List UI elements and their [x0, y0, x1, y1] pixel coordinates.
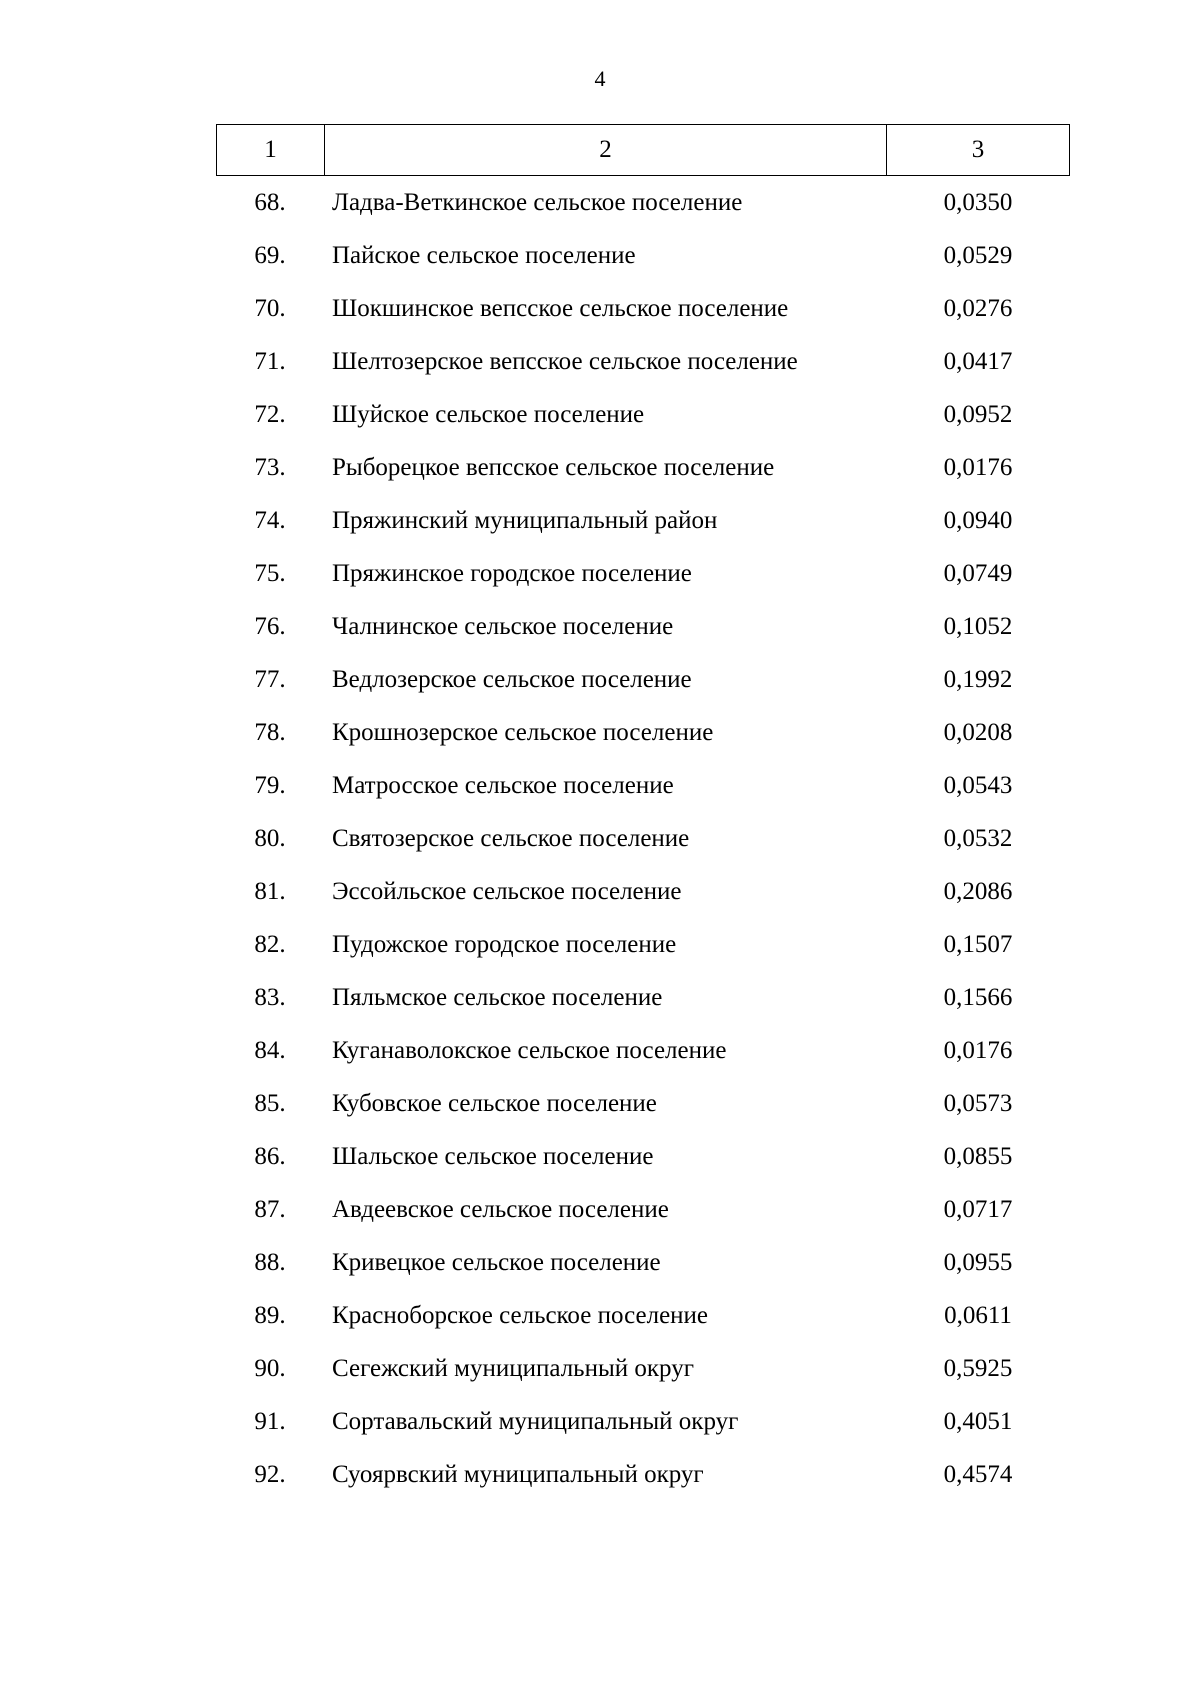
- row-name: Чалнинское сельское поселение: [332, 612, 674, 640]
- row-number: 73.: [254, 453, 286, 481]
- data-table: [216, 124, 1070, 1501]
- header-cell-value: 3: [971, 136, 985, 163]
- table-row: [216, 1236, 1070, 1289]
- row-value: 0,0350: [943, 188, 1013, 216]
- table-row: [216, 229, 1070, 282]
- row-number: 76.: [254, 612, 286, 640]
- row-name: Пайское сельское поселение: [332, 241, 636, 269]
- row-value: 0,0529: [943, 241, 1013, 269]
- row-name: Куганаволокское сельское поселение: [332, 1036, 727, 1064]
- row-value: 0,0208: [943, 718, 1013, 746]
- row-value: 0,0543: [943, 771, 1013, 799]
- row-number: 79.: [254, 771, 286, 799]
- row-name: Красноборское сельское поселение: [332, 1301, 709, 1329]
- row-number: 92.: [254, 1460, 286, 1488]
- table-row: [216, 1395, 1070, 1448]
- row-number: 72.: [254, 400, 286, 428]
- table-row: [216, 971, 1070, 1024]
- row-name: Кривецкое сельское поселение: [332, 1248, 661, 1276]
- table-row: [216, 600, 1070, 653]
- row-value: 0,0417: [943, 347, 1013, 375]
- table-body: [216, 176, 1070, 1501]
- table-row: [216, 759, 1070, 812]
- row-name: Пряжинское городское поселение: [332, 559, 692, 587]
- row-name: Пяльмское сельское поселение: [332, 983, 663, 1011]
- table-row: [216, 706, 1070, 759]
- table-row: [216, 1077, 1070, 1130]
- table-row: [216, 1130, 1070, 1183]
- row-number: 78.: [254, 718, 286, 746]
- row-value: 0,0611: [944, 1301, 1012, 1329]
- row-value: 0,4051: [943, 1407, 1013, 1435]
- row-value: 0,0276: [943, 294, 1013, 322]
- page-number: 4: [594, 66, 606, 91]
- row-value: 0,1992: [943, 665, 1013, 693]
- row-number: 71.: [254, 347, 286, 375]
- table-row: [216, 1289, 1070, 1342]
- row-name: Рыборецкое вепсское сельское поселение: [332, 453, 775, 481]
- row-name: Шуйское сельское поселение: [332, 400, 645, 428]
- row-value: 0,0176: [943, 453, 1013, 481]
- row-number: 90.: [254, 1354, 286, 1382]
- row-name: Эссойльское сельское поселение: [332, 877, 682, 905]
- table-row: [216, 918, 1070, 971]
- row-value: 0,0532: [943, 824, 1013, 852]
- row-name: Шальское сельское поселение: [332, 1142, 654, 1170]
- row-name: Пудожское городское поселение: [332, 930, 677, 958]
- row-number: 91.: [254, 1407, 286, 1435]
- row-number: 70.: [254, 294, 286, 322]
- row-number: 88.: [254, 1248, 286, 1276]
- row-number: 74.: [254, 506, 286, 534]
- row-name: Шокшинское вепсское сельское поселение: [332, 294, 789, 322]
- row-name: Пряжинский муниципальный район: [332, 506, 718, 534]
- row-value: 0,2086: [943, 877, 1013, 905]
- row-number: 83.: [254, 983, 286, 1011]
- row-number: 84.: [254, 1036, 286, 1064]
- row-value: 0,1507: [943, 930, 1013, 958]
- row-number: 75.: [254, 559, 286, 587]
- row-name: Святозерское сельское поселение: [332, 824, 690, 852]
- table-row: [216, 441, 1070, 494]
- row-value: 0,4574: [943, 1460, 1013, 1488]
- row-name: Сортавальский муниципальный округ: [332, 1407, 739, 1435]
- row-name: Сегежский муниципальный округ: [332, 1354, 694, 1382]
- row-name: Ладва-Веткинское сельское поселение: [332, 188, 743, 216]
- row-name: Крошнозерское сельское поселение: [332, 718, 714, 746]
- table-row: [216, 335, 1070, 388]
- table-row: [216, 812, 1070, 865]
- row-name: Кубовское сельское поселение: [332, 1089, 657, 1117]
- row-value: 0,0573: [943, 1089, 1013, 1117]
- table-row: [216, 388, 1070, 441]
- table-row: [216, 865, 1070, 918]
- table-row: [216, 1183, 1070, 1236]
- row-name: Авдеевское сельское поселение: [332, 1195, 669, 1223]
- row-value: 0,0717: [943, 1195, 1013, 1223]
- row-name: Шелтозерское вепсское сельское поселение: [332, 347, 798, 375]
- table-row: [216, 176, 1070, 229]
- row-value: 0,0855: [943, 1142, 1013, 1170]
- table-header: [216, 124, 1070, 176]
- row-number: 81.: [254, 877, 286, 905]
- row-value: 0,1052: [943, 612, 1013, 640]
- row-number: 77.: [254, 665, 286, 693]
- row-number: 69.: [254, 241, 286, 269]
- row-number: 89.: [254, 1301, 286, 1329]
- row-number: 86.: [254, 1142, 286, 1170]
- row-name: Суоярвский муниципальный округ: [332, 1460, 704, 1488]
- row-number: 68.: [254, 188, 286, 216]
- table-row: [216, 1448, 1070, 1501]
- row-number: 87.: [254, 1195, 286, 1223]
- row-number: 85.: [254, 1089, 286, 1117]
- row-value: 0,0952: [943, 400, 1013, 428]
- table-row: [216, 653, 1070, 706]
- row-value: 0,0955: [943, 1248, 1013, 1276]
- row-value: 0,1566: [943, 983, 1013, 1011]
- table-row: [216, 494, 1070, 547]
- header-cell-number: 1: [217, 125, 325, 175]
- table-row: [216, 547, 1070, 600]
- row-name: Матросское сельское поселение: [332, 771, 674, 799]
- header-cell-name: 2: [325, 125, 887, 175]
- row-value: 0,0749: [943, 559, 1013, 587]
- row-value: 0,5925: [943, 1354, 1013, 1382]
- table-row: [216, 1024, 1070, 1077]
- row-number: 82.: [254, 930, 286, 958]
- row-name: Ведлозерское сельское поселение: [332, 665, 692, 693]
- row-number: 80.: [254, 824, 286, 852]
- table-row: [216, 1342, 1070, 1395]
- row-value: 0,0176: [943, 1036, 1013, 1064]
- table-row: [216, 282, 1070, 335]
- row-value: 0,0940: [943, 506, 1013, 534]
